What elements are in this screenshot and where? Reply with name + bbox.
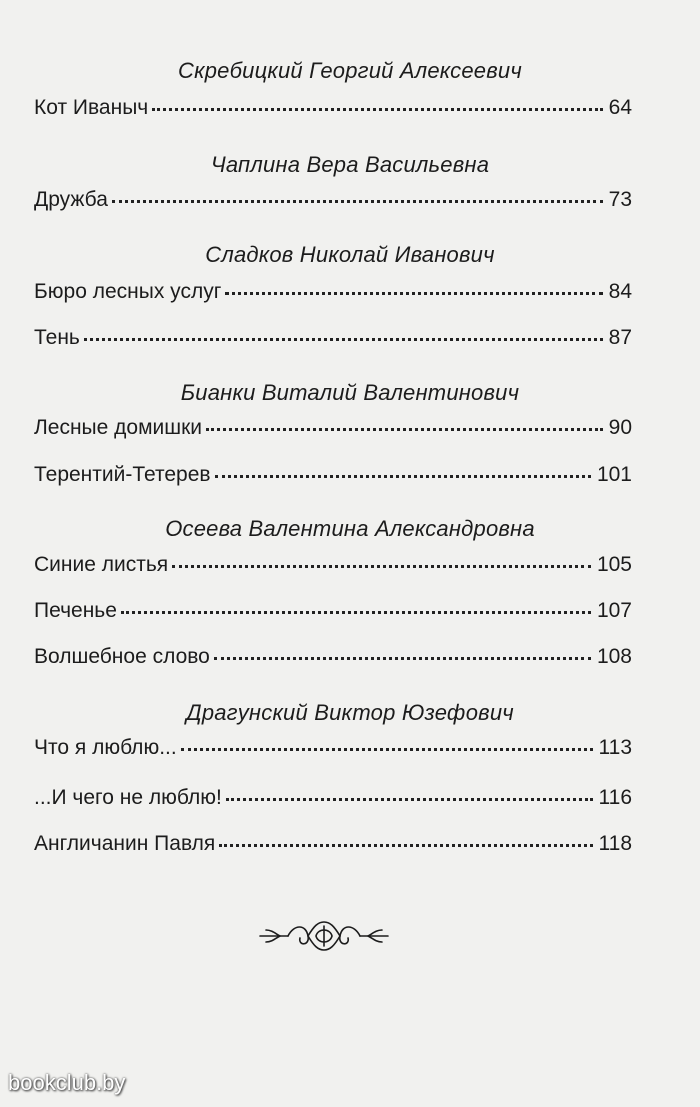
toc-entry[interactable] (34, 736, 632, 766)
dot-leader (206, 422, 603, 431)
dot-leader (215, 469, 591, 478)
author-heading: Скребицкий Георгий Алексеевич (178, 58, 522, 83)
entry-page-number: 116 (598, 786, 632, 809)
entry-page-number: 90 (608, 416, 632, 439)
dot-leader (112, 194, 603, 203)
author-heading: Осеева Валентина Александровна (165, 516, 535, 541)
entry-page-number: 64 (608, 96, 632, 119)
entry-title: Что я люблю... (34, 736, 177, 759)
entry-page-number: 107 (596, 599, 632, 622)
entry-title: Англичанин Павля (34, 832, 216, 855)
entry-page-number: 87 (608, 326, 632, 349)
dot-leader (121, 605, 591, 614)
author-heading: Драгунский Виктор Юзефович (186, 700, 514, 725)
entry-page-number: 105 (596, 553, 632, 576)
toc-entry[interactable] (34, 326, 632, 356)
entry-title: Синие листья (34, 553, 169, 576)
entry-title: Лесные домишки (34, 416, 203, 439)
dot-leader (172, 559, 591, 568)
entry-page-number: 108 (596, 645, 632, 668)
decorative-flourish-icon (258, 916, 390, 956)
toc-entry[interactable] (34, 599, 632, 629)
author-heading: Сладков Николай Иванович (205, 242, 495, 267)
toc-entry[interactable] (34, 188, 632, 218)
entry-page-number: 118 (598, 832, 632, 855)
toc-entry[interactable] (34, 416, 632, 446)
entry-title: ...И чего не люблю! (34, 786, 222, 809)
dot-leader (225, 286, 602, 295)
toc-entry[interactable] (34, 645, 632, 675)
toc-entry[interactable] (34, 832, 632, 862)
dot-leader (226, 792, 593, 801)
entry-page-number: 84 (608, 280, 632, 303)
toc-entry[interactable] (34, 96, 632, 126)
toc-entry[interactable] (34, 280, 632, 310)
toc-entry[interactable] (34, 786, 632, 816)
toc-entry[interactable] (34, 463, 632, 493)
entry-page-number: 113 (598, 736, 632, 759)
author-heading: Чаплина Вера Васильевна (210, 152, 490, 177)
entry-title: Печенье (34, 599, 117, 622)
entry-title: Тень (34, 326, 80, 349)
dot-leader (219, 838, 592, 847)
toc-entry[interactable] (34, 553, 632, 583)
entry-title: Дружба (34, 188, 108, 211)
entry-title: Бюро лесных услуг (34, 280, 222, 303)
entry-page-number: 101 (596, 463, 632, 486)
dot-leader (214, 651, 591, 660)
dot-leader (152, 102, 602, 111)
entry-title: Кот Иваныч (34, 96, 149, 119)
dot-leader (84, 332, 603, 341)
entry-title: Волшебное слово (34, 645, 210, 668)
entry-page-number: 73 (608, 188, 632, 211)
author-heading: Бианки Виталий Валентинович (180, 380, 520, 405)
dot-leader (181, 742, 593, 751)
entry-title: Терентий-Тетерев (34, 463, 211, 486)
watermark: bookclub.by (8, 1070, 126, 1095)
